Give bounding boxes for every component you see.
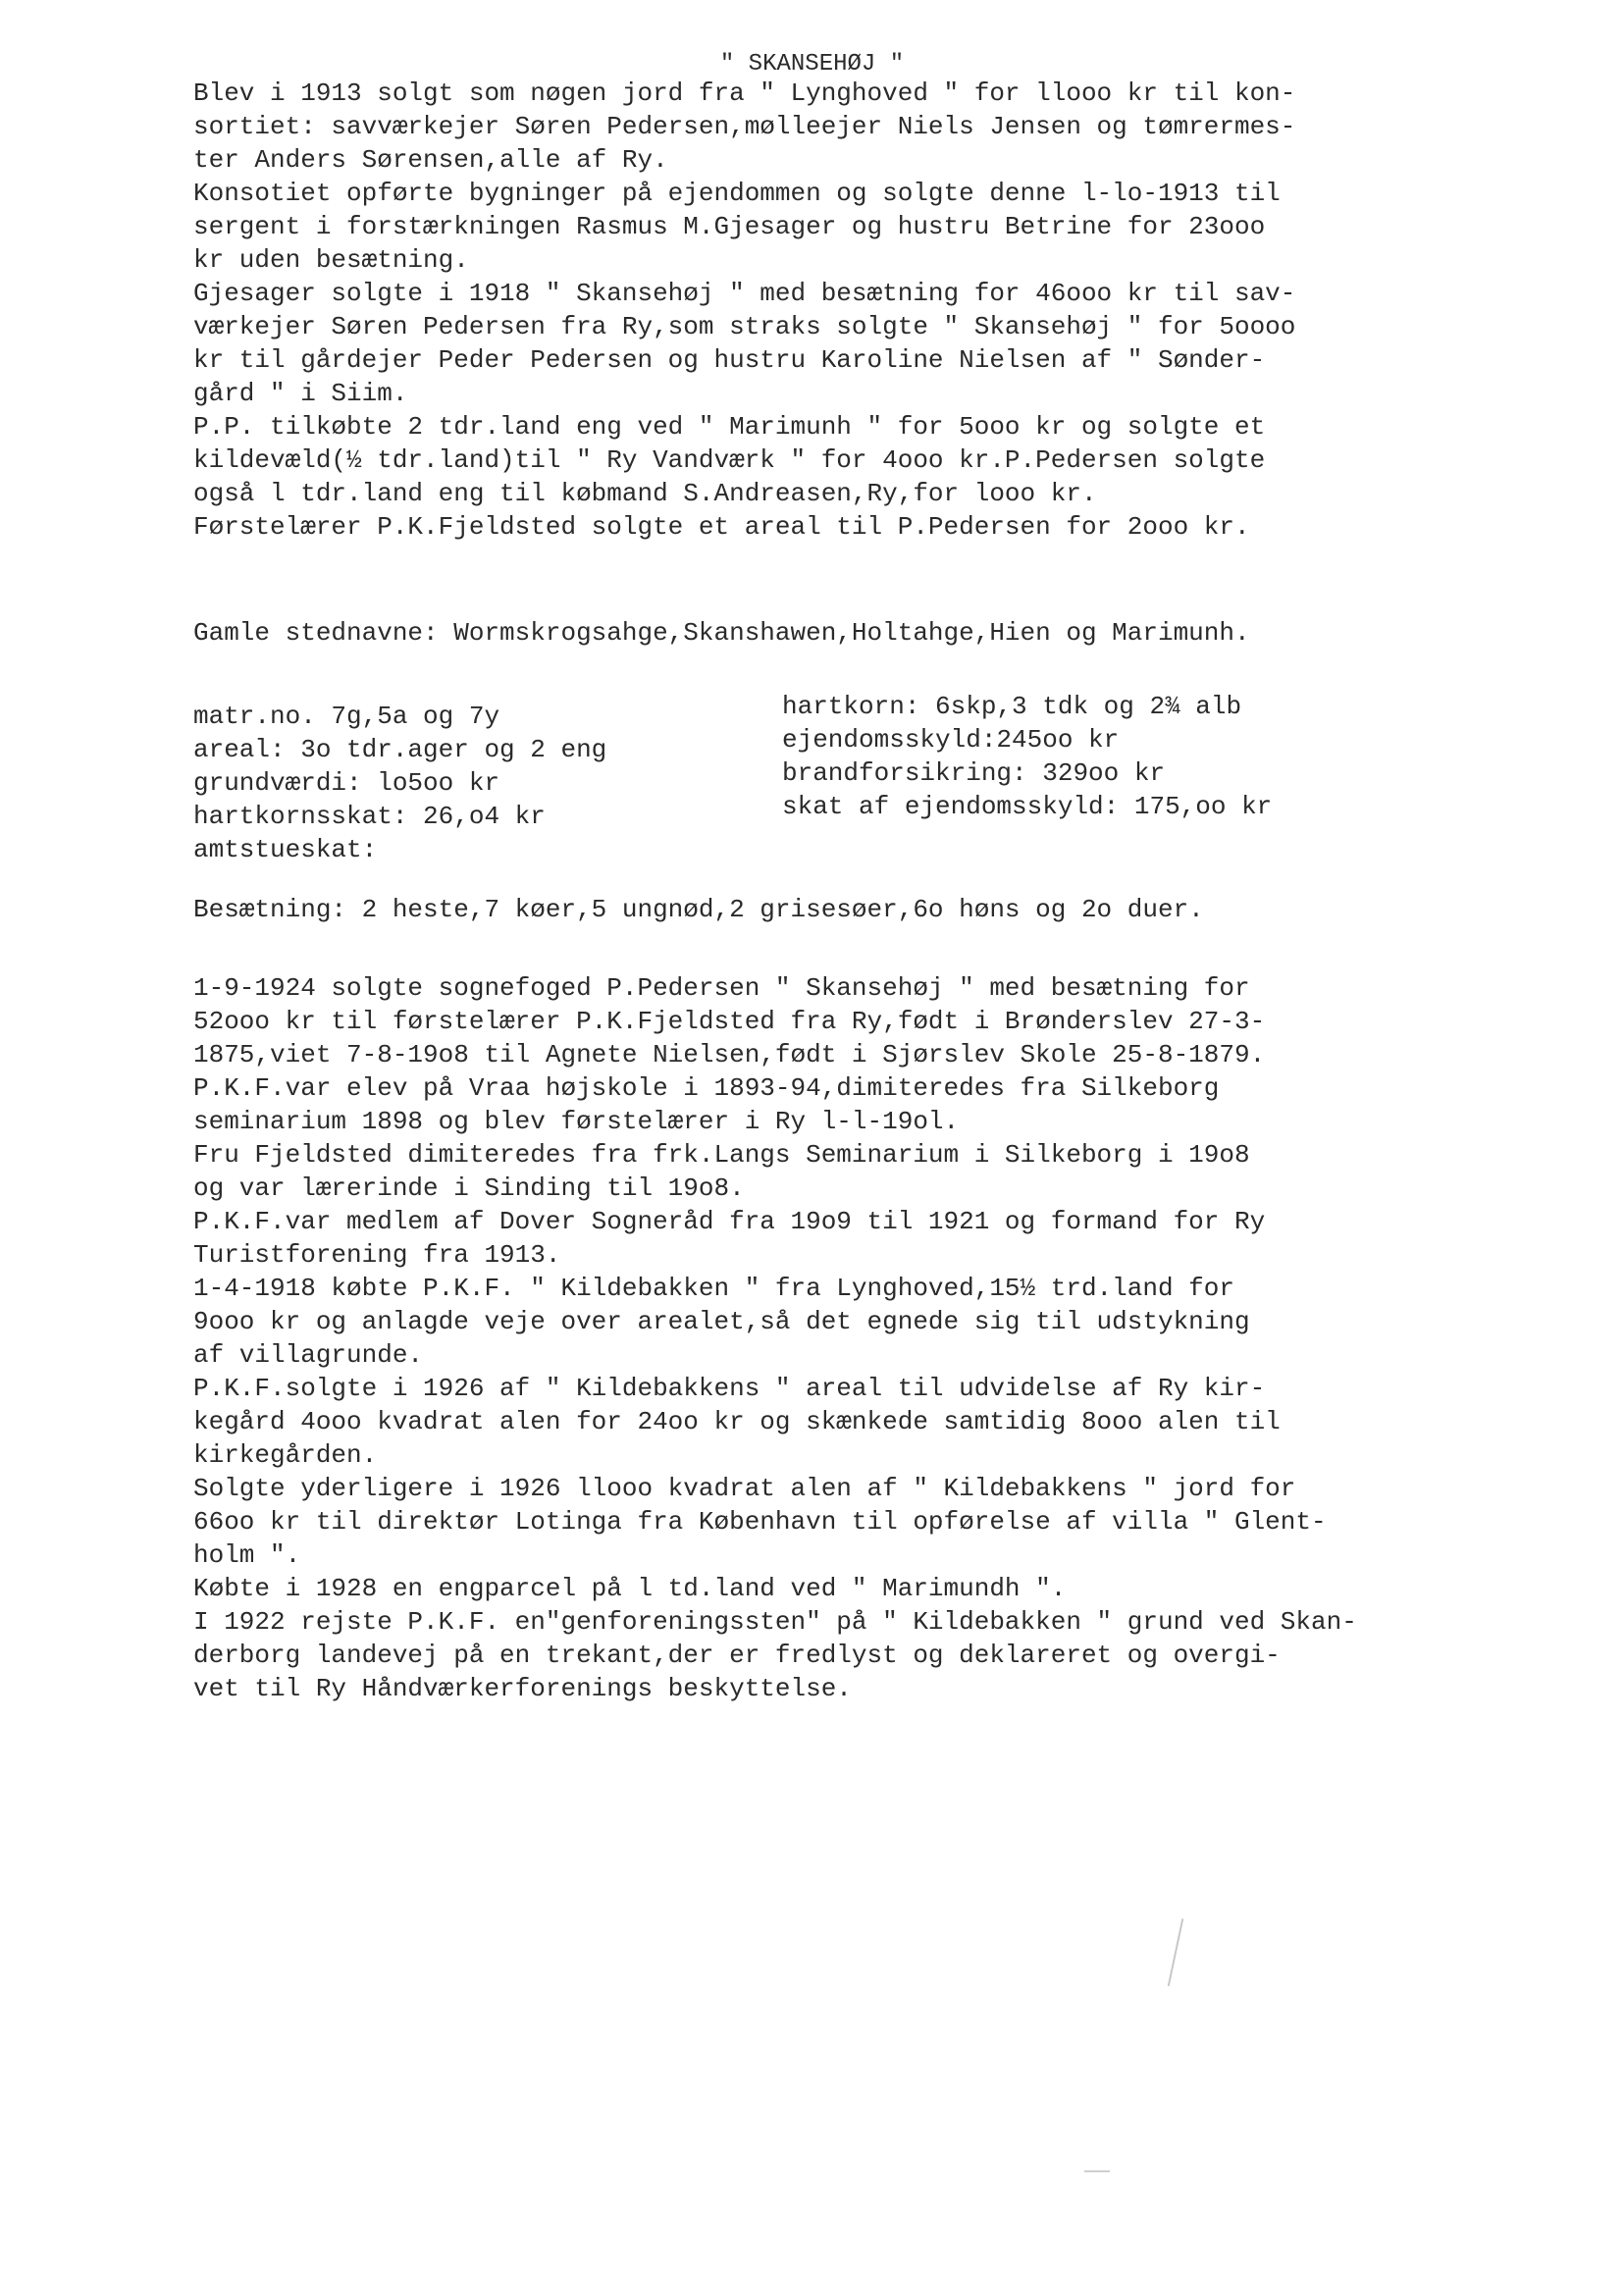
text-line: 1875,viet 7-8-19o8 til Agnete Nielsen,født i Sjørslev Skole 25-8-1879. [193, 1040, 1266, 1069]
text-line: 52ooo kr til førstelærer P.K.Fjeldsted fra Ry,født i Brønderslev 27-3- [193, 1007, 1266, 1036]
text-line: sortiet: savværkejer Søren Pedersen,mølleejer Niels Jensen og tømrermes- [193, 112, 1296, 141]
detail-line: brandforsikring: 329oo kr [782, 758, 1166, 788]
livestock [193, 893, 1528, 926]
text-line: kr uden besætning. [193, 245, 469, 275]
text-line: Gamle stednavne: Wormskrogsahge,Skanshawen,Holtahge,Hien og Marimunh. [193, 618, 1250, 648]
text-line: også l tdr.land eng til købmand S.Andreasen,Ry,for looo kr. [193, 479, 1097, 508]
text-line: Førstelærer P.K.Fjeldsted solgte et areal til P.Pedersen for 2ooo kr. [193, 512, 1250, 542]
text-line: Fru Fjeldsted dimiteredes fra frk.Langs Seminarium i Silkeborg i 19o8 [193, 1140, 1250, 1170]
detail-line: hartkornsskat: 26,o4 kr [193, 802, 546, 831]
text-line: gård " i Siim. [193, 379, 408, 408]
text-line: Konsotiet opførte bygninger på ejendommen og solgte denne l-lo-1913 til [193, 179, 1281, 208]
text-line: P.K.F.var medlem af Dover Sogneråd fra 19o9 til 1921 og formand for Ry [193, 1207, 1266, 1236]
text-line: derborg landevej på en trekant,der er fredlyst og deklareret og overgi- [193, 1641, 1281, 1670]
text-line: ter Anders Sørensen,alle af Ry. [193, 145, 668, 175]
property-details-left [193, 700, 606, 866]
document-title: " SKANSEHØJ " [719, 51, 905, 78]
detail-line: hartkorn: 6skp,3 tdk og 2¾ alb [782, 692, 1242, 721]
text-line: kr til gårdejer Peder Pedersen og hustru Karoline Nielsen af " Sønder- [193, 345, 1266, 375]
text-line: 1-4-1918 købte P.K.F. " Kildebakken " fra Lynghoved,15½ trd.land for [193, 1274, 1234, 1303]
detail-line: areal: 3o tdr.ager og 2 eng [193, 735, 607, 764]
text-line: Blev i 1913 solgt som nøgen jord fra " Lynghoved " for llooo kr til kon- [193, 78, 1296, 108]
text-line: holm ". [193, 1540, 301, 1570]
sales-history-paragraph [193, 77, 1528, 544]
text-line: Solgte yderligere i 1926 llooo kvadrat alen af " Kildebakkens " jord for [193, 1474, 1296, 1503]
text-line: P.K.F.var elev på Vraa højskole i 1893-94,dimiteredes fra Silkeborg [193, 1073, 1220, 1103]
text-line: P.P. tilkøbte 2 tdr.land eng ved " Marimunh " for 5ooo kr og solgte et [193, 412, 1266, 442]
text-line: I 1922 rejste P.K.F. en"genforeningssten" på " Kildebakken " grund ved Skan- [193, 1607, 1357, 1637]
text-line: Købte i 1928 en engparcel på l td.land ved " Marimundh ". [193, 1574, 1067, 1603]
text-line: af villagrunde. [193, 1340, 424, 1370]
pencil-mark [1084, 2170, 1110, 2172]
detail-line: grundværdi: lo5oo kr [193, 768, 500, 798]
text-line: Turistforening fra 1913. [193, 1240, 561, 1270]
text-line: P.K.F.solgte i 1926 af " Kildebakkens " areal til udvidelse af Ry kir- [193, 1374, 1266, 1403]
text-line: kildevæld(½ tdr.land)til " Ry Vandværk " for 4ooo kr.P.Pedersen solgte [193, 445, 1266, 475]
text-line: Besætning: 2 heste,7 køer,5 ungnød,2 grisesøer,6o høns og 2o duer. [193, 895, 1204, 924]
detail-line: skat af ejendomsskyld: 175,oo kr [782, 792, 1273, 821]
text-line: 1-9-1924 solgte sognefoged P.Pedersen " Skansehøj " med besætning for [193, 973, 1250, 1003]
detail-line: amtstueskat: [193, 835, 378, 864]
property-details-right [782, 690, 1272, 823]
text-line: seminarium 1898 og blev førstelærer i Ry l-l-19ol. [193, 1107, 960, 1136]
text-line: vet til Ry Håndværkerforenings beskyttelse. [193, 1674, 852, 1703]
text-line: sergent i forstærkningen Rasmus M.Gjesager og hustru Betrine for 23ooo [193, 212, 1266, 241]
text-line: kegård 4ooo kvadrat alen for 24oo kr og skænkede samtidig 8ooo alen til [193, 1407, 1281, 1436]
text-line: værkejer Søren Pedersen fra Ry,som straks solgte " Skansehøj " for 5oooo [193, 312, 1296, 341]
text-line: Gjesager solgte i 1918 " Skansehøj " med besætning for 46ooo kr til sav- [193, 279, 1296, 308]
text-line: 9ooo kr og anlagde veje over arealet,så det egnede sig til udstykning [193, 1307, 1250, 1336]
text-line: 66oo kr til direktør Lotinga fra København til opførelse af villa " Glent- [193, 1507, 1327, 1537]
text-line: og var lærerinde i Sinding til 19o8. [193, 1173, 745, 1203]
fjeldsted-paragraph [193, 971, 1528, 1705]
place-names [193, 616, 1528, 650]
text-line: kirkegården. [193, 1440, 378, 1470]
detail-line: matr.no. 7g,5a og 7y [193, 702, 500, 731]
detail-line: ejendomsskyld:245oo kr [782, 725, 1120, 755]
pencil-mark [1168, 1918, 1185, 1986]
